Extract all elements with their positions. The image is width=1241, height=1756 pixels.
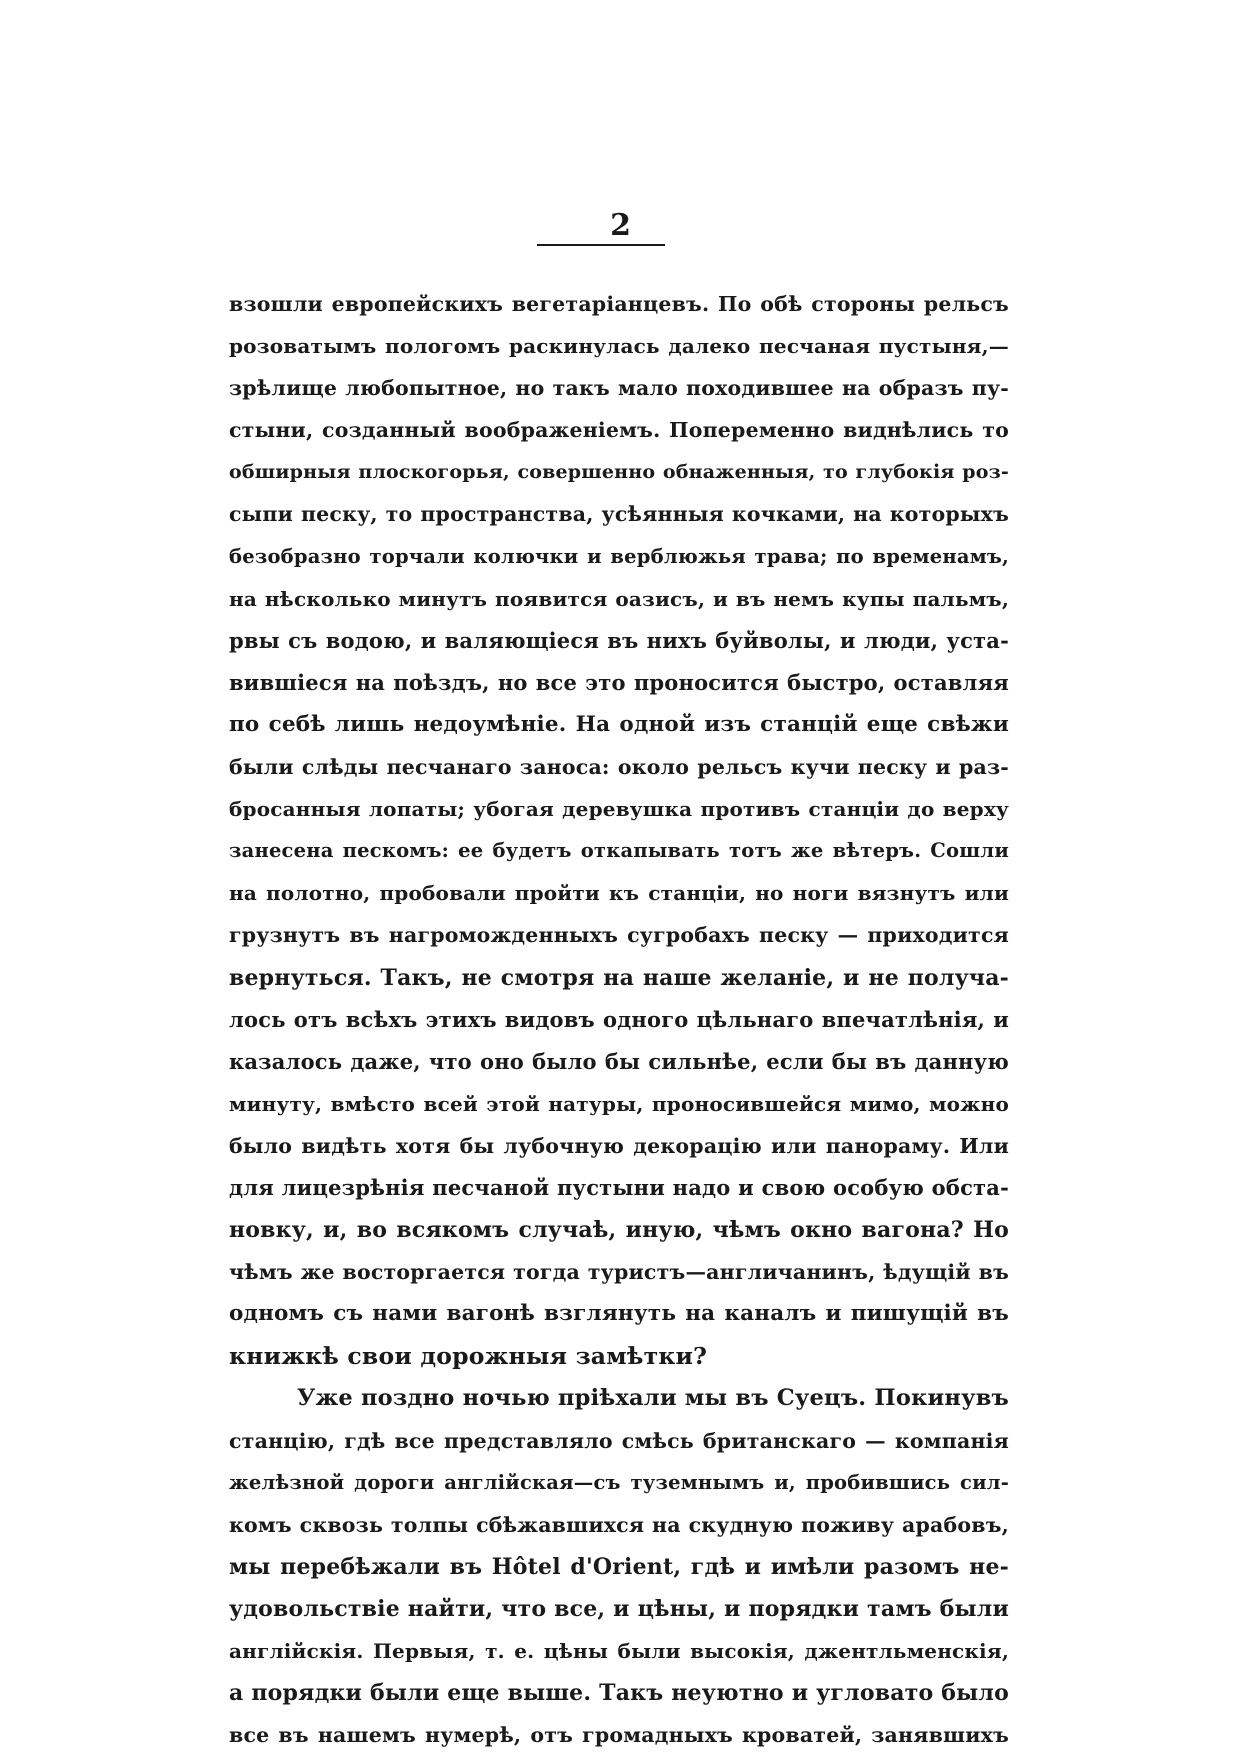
text-line: для лицезрѣнія песчаной пустыни надо и свою особую обста- bbox=[229, 1174, 1009, 1200]
text-line: все въ нашемъ нумерѣ, отъ громадныхъ кроватей, занявшихъ bbox=[229, 1723, 1009, 1748]
text-line: чѣмъ же восторгается тогда туристъ—англичанинъ, ѣдущій въ bbox=[229, 1260, 1009, 1285]
text-line: минуту, вмѣсто всей этой натуры, проносившейся мимо, можно bbox=[229, 1091, 1009, 1116]
text-line: рвы съ водою, и валяющіеся въ нихъ буйволы, и люди, уста- bbox=[229, 627, 1009, 653]
text-line: розоватымъ пологомъ раскинулась далеко песчаная пустыня,— bbox=[229, 334, 1009, 359]
text-line: безобразно торчали колючки и верблюжья трава; по временамъ, bbox=[229, 544, 1009, 568]
text-line: на нѣсколько минутъ появится оазисъ, и въ немъ купы пальмъ, bbox=[229, 586, 1009, 611]
text-line: новку, и, во всякомъ случаѣ, иную, чѣмъ окно вагона? Но bbox=[229, 1217, 1009, 1244]
text-line: обширныя плоскогорья, совершенно обнаженныя, то глубокія роз- bbox=[229, 461, 1009, 484]
text-line: стыни, созданный воображеніемъ. Попеременно виднѣлись то bbox=[229, 418, 1009, 443]
text-line: зрѣлище любопытное, но такъ мало походившее на образъ пу- bbox=[229, 376, 1009, 401]
text-line: вившіеся на поѣздъ, но все это проносится быстро, оставляя bbox=[229, 669, 1009, 695]
text-line: станцію, гдѣ все представляло смѣсь британскаго — компанія bbox=[229, 1428, 1009, 1453]
text-line: удовольствіе найти, что все, и цѣны, и порядки тамъ были bbox=[229, 1595, 1009, 1622]
text-line: желѣзной дороги англійская—съ туземнымъ и, пробившись сил- bbox=[229, 1470, 1009, 1494]
text-line: одномъ съ нами вагонѣ взглянуть на каналъ и пишущій въ bbox=[229, 1301, 1009, 1327]
text-line: англійскія. Первыя, т. е. цѣны были высокія, джентльменскія, bbox=[229, 1639, 1009, 1663]
text-line: были слѣды песчанаго заноса: около рельсъ кучи песку и раз- bbox=[229, 755, 1009, 780]
text-line: взошли европейскихъ вегетаріанцевъ. По обѣ стороны рельсъ bbox=[229, 292, 1009, 316]
page-number: 2 bbox=[610, 208, 631, 243]
text-line: вернуться. Такъ, не смотря на наше желаніе, и не получа- bbox=[229, 964, 1009, 991]
text-line: по себѣ лишь недоумѣніе. На одной изъ станцій еще свѣжи bbox=[229, 711, 1009, 737]
text-line: казалось даже, что оно было бы сильнѣе, если бы въ данную bbox=[229, 1048, 1009, 1074]
text-line: мы перебѣжали въ Hôtel d'Orient, гдѣ и имѣли разомъ не- bbox=[229, 1553, 1009, 1580]
text-line: занесена пескомъ: ее будетъ откапывать тотъ же вѣтеръ. Сошли bbox=[229, 839, 1009, 863]
text-line: лось отъ всѣхъ этихъ видовъ одного цѣльнаго впечатлѣнія, и bbox=[229, 1006, 1009, 1032]
text-line: было видѣть хотя бы лубочную декорацію или панораму. Или bbox=[229, 1133, 1009, 1158]
text-line: на полотно, пробовали пройти къ станціи, но ноги вязнутъ или bbox=[229, 881, 1009, 906]
text-line: грузнутъ въ нагроможденныхъ сугробахъ песку — приходится bbox=[229, 923, 1009, 948]
paragraph-end-line: книжкѣ свои дорожныя замѣтки? bbox=[229, 1342, 708, 1371]
paragraph-start-line: Уже поздно ночью пріѣхали мы въ Суецъ. Покинувъ bbox=[297, 1385, 1009, 1412]
text-line: а порядки были еще выше. Такъ неуютно и угловато было bbox=[229, 1680, 1009, 1707]
header-rule bbox=[537, 244, 665, 246]
text-line: комъ сквозь толпы сбѣжавшихся на скудную поживу арабовъ, bbox=[229, 1512, 1009, 1537]
text-line: сыпи песку, то пространства, усѣянныя кочками, на которыхъ bbox=[229, 502, 1009, 527]
body-text bbox=[229, 283, 1009, 1756]
text-line: бросанныя лопаты; убогая деревушка противъ станціи до верху bbox=[229, 797, 1009, 822]
